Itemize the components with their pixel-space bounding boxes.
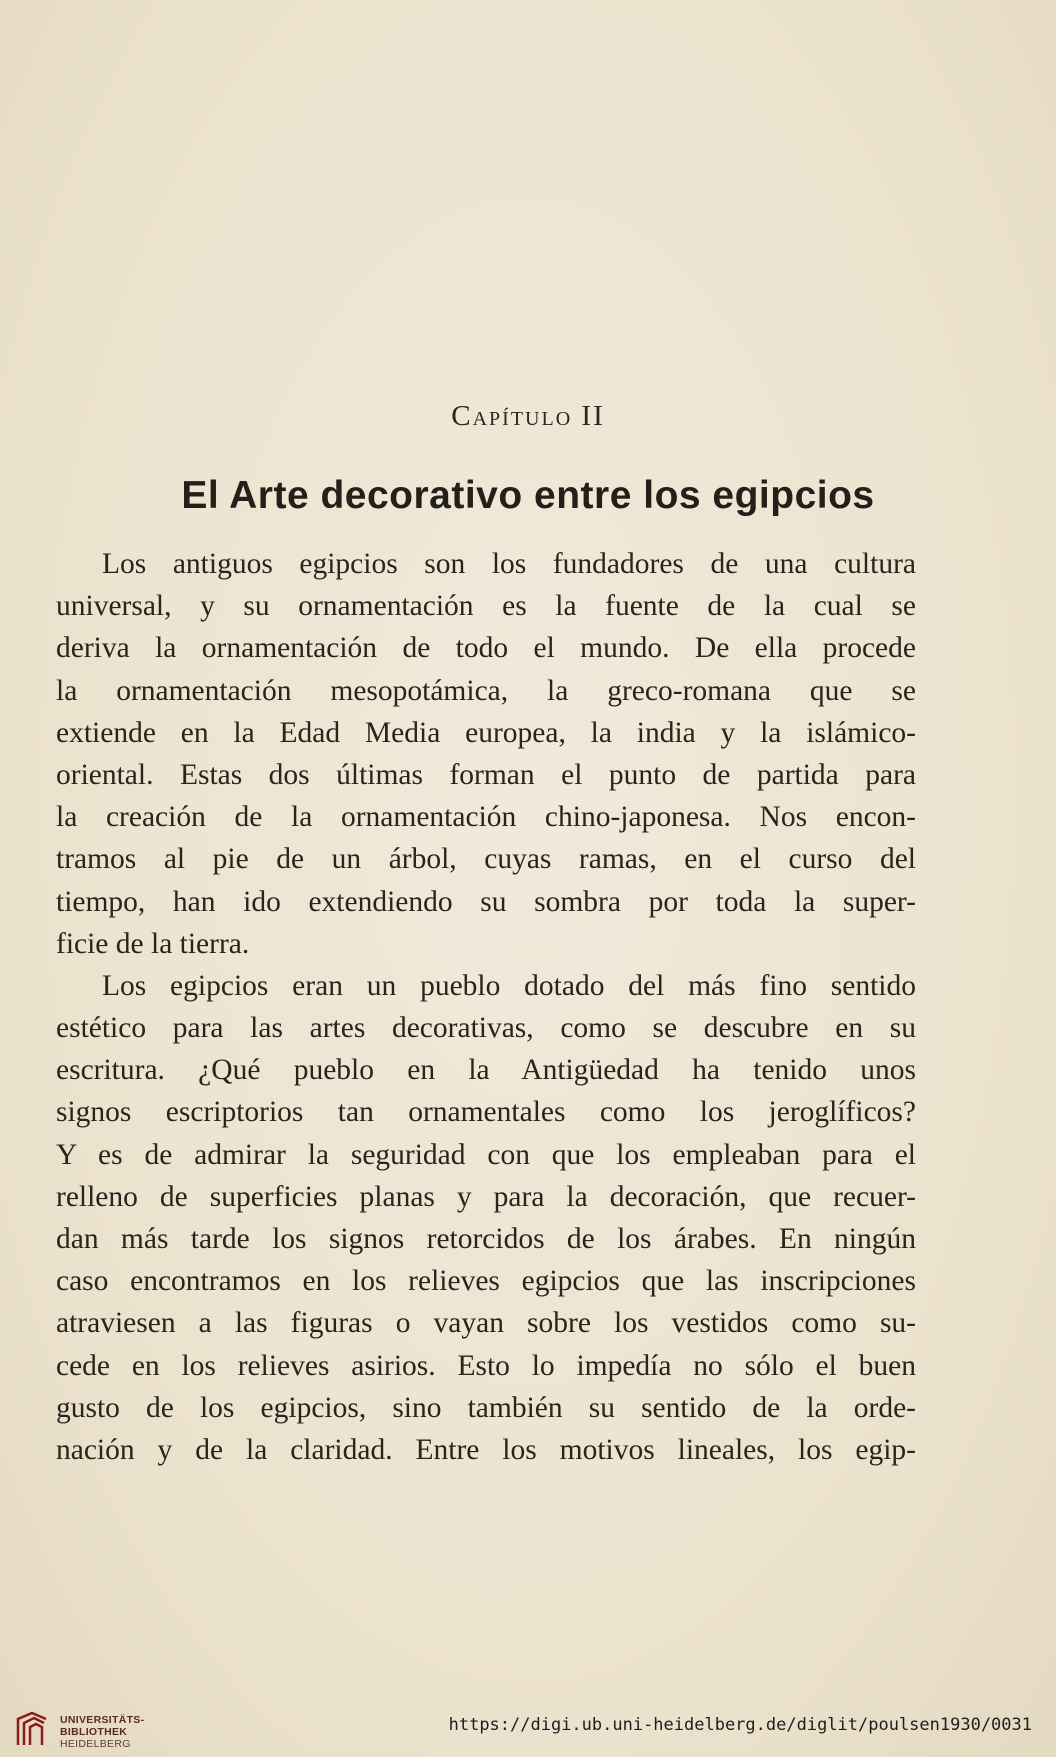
library-line-1: UNIVERSITÄTS- [60, 1714, 145, 1726]
viewer-footer [0, 1705, 1056, 1757]
text-line: la creación de la ornamentación chino-japonesa. Nos encon- [56, 801, 916, 834]
library-logo-icon[interactable] [12, 1709, 54, 1751]
permalink-url[interactable]: https://digi.ub.uni-heidelberg.de/diglit/poulsen1930/0031 [448, 1715, 1032, 1735]
text-line: Los antiguos egipcios son los fundadores de una cultura [102, 548, 916, 580]
text-line: la ornamentación mesopotámica, la greco-romana que se [56, 674, 916, 707]
text-line: ficie de la tierra. [56, 927, 250, 960]
text-line: nación y de la claridad. Entre los motivos lineales, los egip- [56, 1433, 916, 1466]
paragraph-1 [56, 543, 916, 965]
text-line: universal, y su ornamentación es la fuente de la cual se [56, 590, 916, 623]
text-line: dan más tarde los signos retorcidos de los árabes. En ningún [56, 1223, 916, 1255]
paragraph-2 [56, 965, 916, 1471]
text-line: gusto de los egipcios, sino también su sentido de la orde- [56, 1391, 916, 1424]
library-line-2: BIBLIOTHEK [60, 1726, 128, 1738]
text-line: Y es de admirar la seguridad con que los empleaban para el [56, 1138, 916, 1171]
text-line: oriental. Estas dos últimas forman el punto de partida para [56, 758, 916, 791]
chapter-heading: Capítulo II [451, 400, 605, 432]
text-line: deriva la ornamentación de todo el mundo. De ella procede [56, 632, 916, 665]
library-line-3: HEIDELBERG [60, 1738, 131, 1750]
text-line: escritura. ¿Qué pueblo en la Antigüedad ha tenido unos [56, 1054, 916, 1087]
text-line: tramos al pie de un árbol, cuyas ramas, en el curso del [56, 843, 916, 876]
text-line: relleno de superficies planas y para la decoración, que recuer- [56, 1180, 916, 1213]
text-line: signos escriptorios tan ornamentales como los jeroglíficos? [56, 1096, 916, 1129]
library-name [60, 1714, 144, 1750]
text-line: estético para las artes decorativas, como se descubre en su [56, 1012, 916, 1045]
chapter-title: El Arte decorativo entre los egipcios [181, 474, 875, 517]
text-line: atraviesen a las figuras o vayan sobre los vestidos como su- [56, 1307, 916, 1340]
text-line: tiempo, han ido extendiendo su sombra por toda la super- [56, 885, 916, 918]
body-text [56, 543, 916, 1471]
text-line: extiende en la Edad Media europea, la india y la islámico- [56, 716, 916, 749]
text-line: Los egipcios eran un pueblo dotado del más fino sentido [102, 969, 916, 1002]
text-line: cede en los relieves asirios. Esto lo impedía no sólo el buen [56, 1349, 916, 1382]
text-line: caso encontramos en los relieves egipcios que las inscripciones [56, 1265, 916, 1298]
